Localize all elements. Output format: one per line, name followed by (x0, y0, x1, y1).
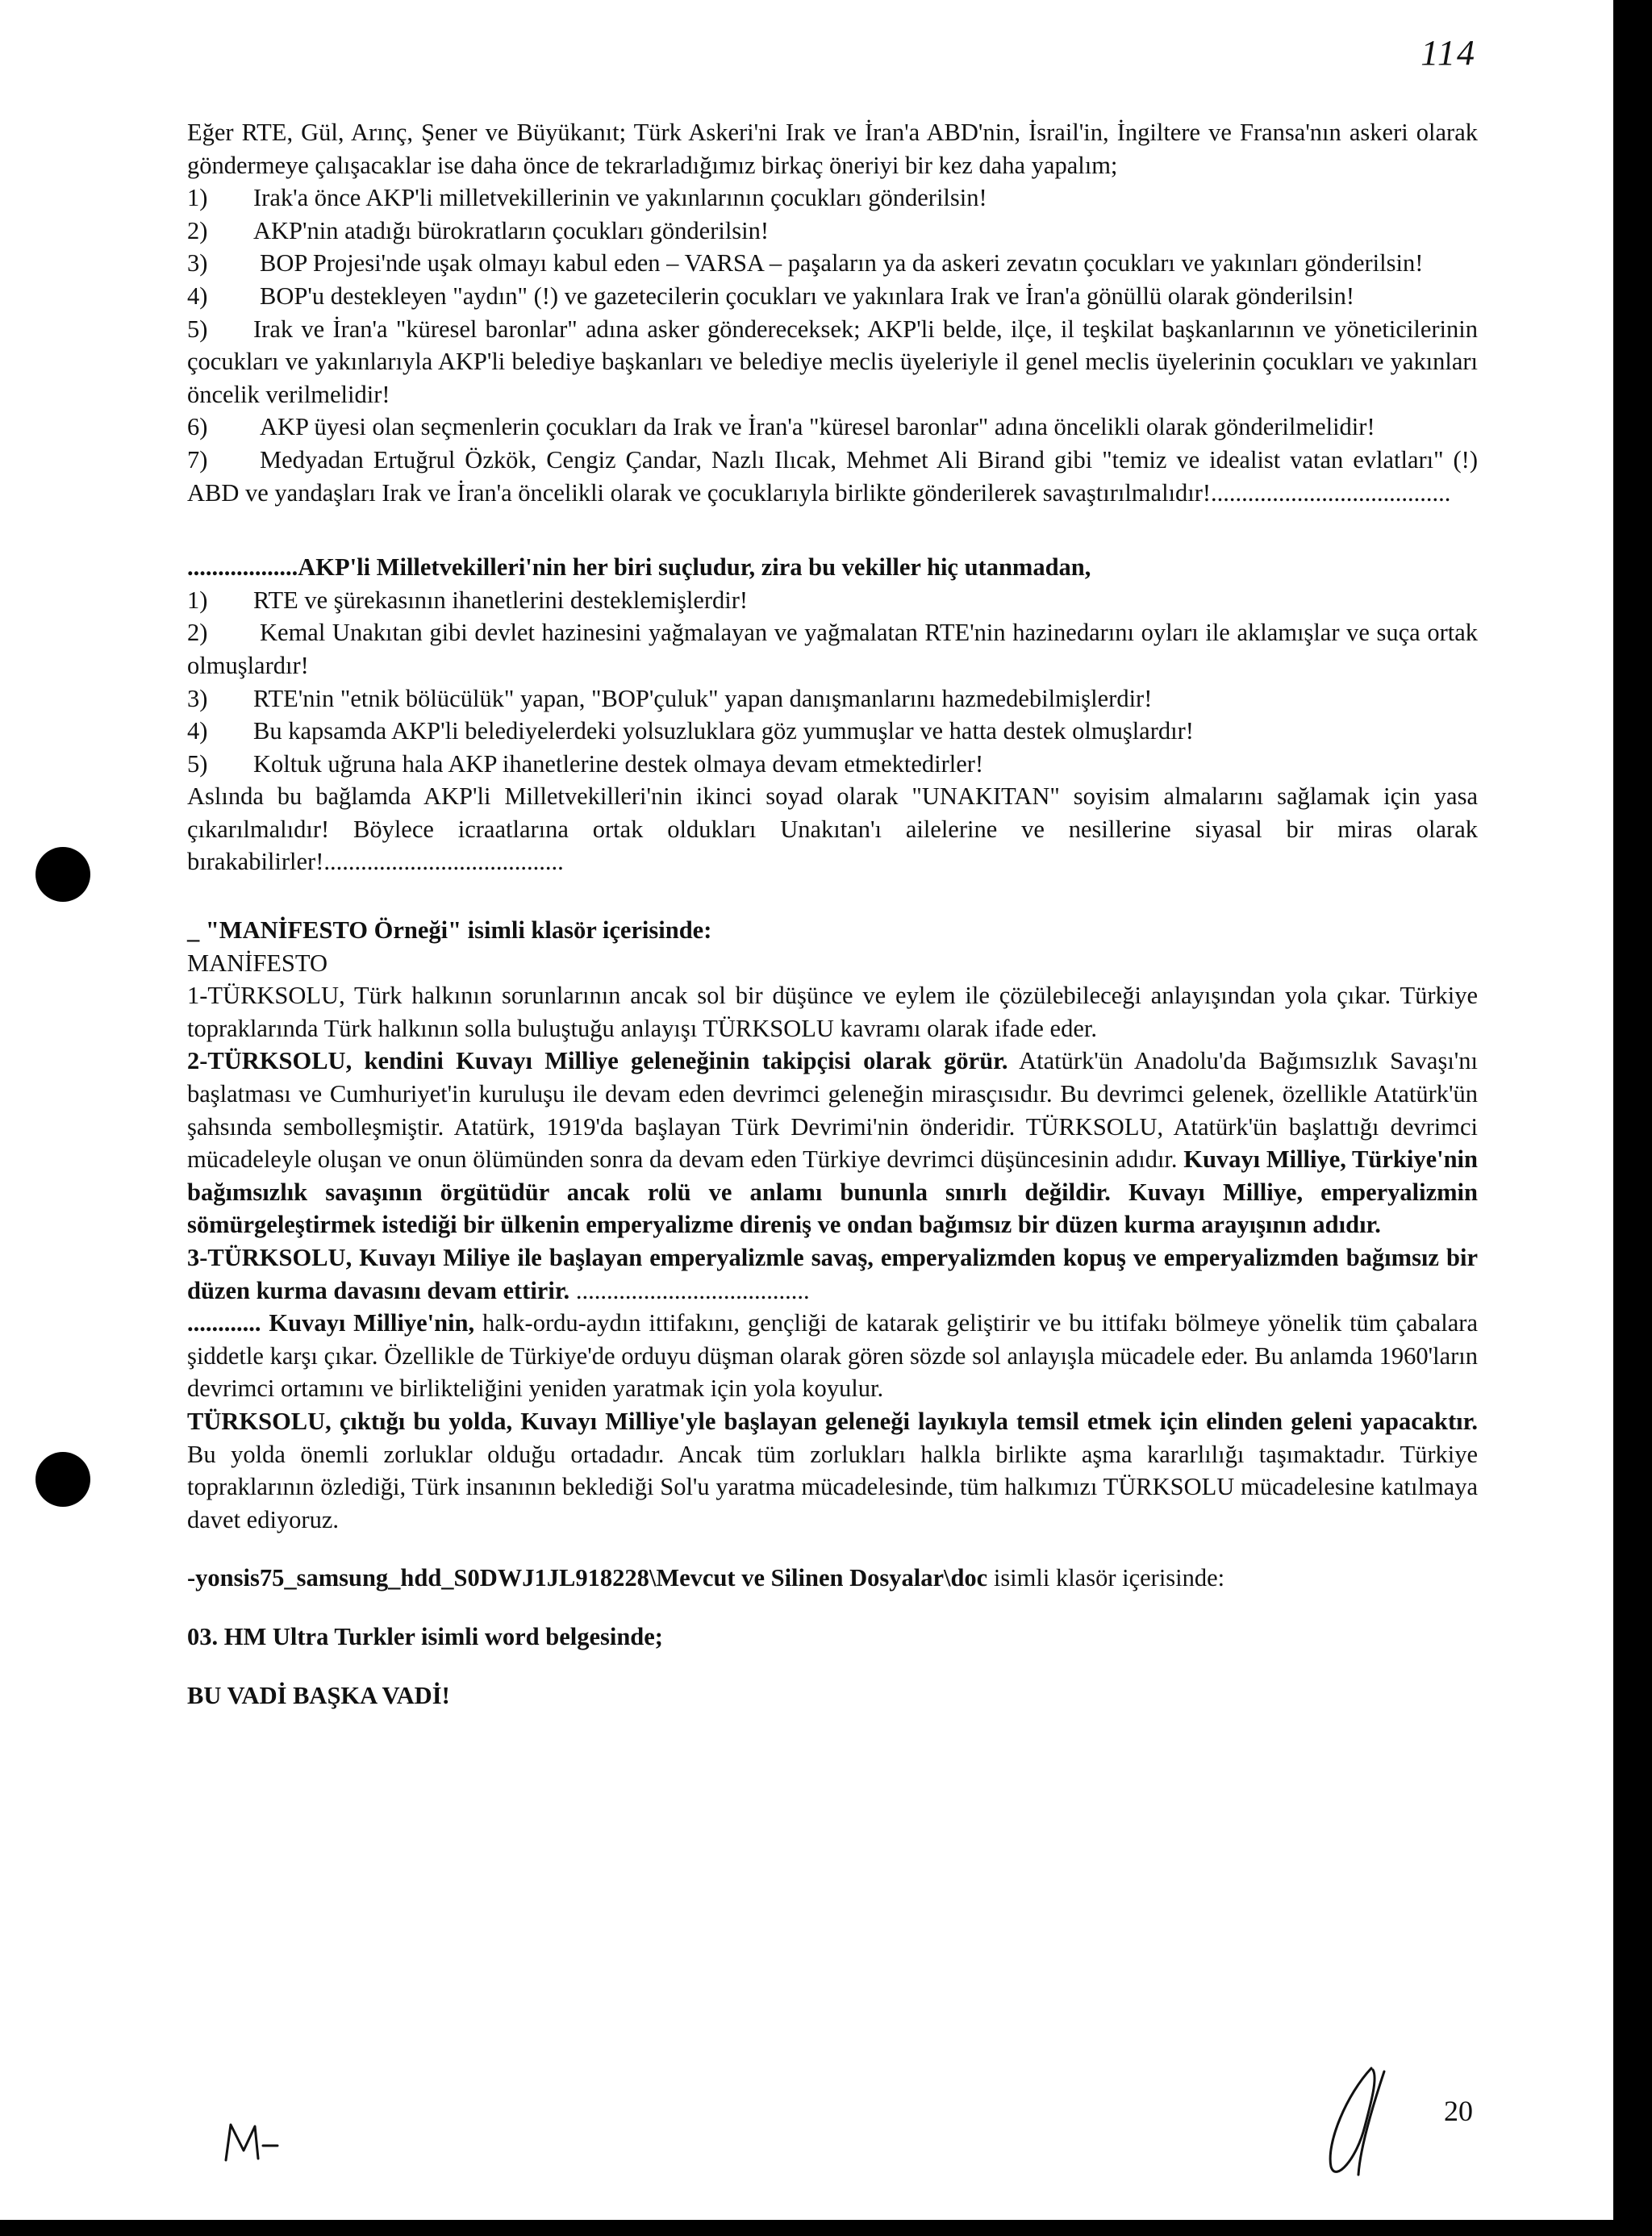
list-demands (187, 181, 1478, 509)
list-item: 4) Bu kapsamda AKP'li belediyelerdeki yolsuzluklara göz yummuşlar ve hatta destek olmuşlardır! (187, 717, 1194, 745)
document-body (187, 116, 1478, 1712)
manifesto-title: MANİFESTO (187, 949, 327, 977)
list-accusations (187, 584, 1478, 781)
list-item: 2) Kemal Unakıtan gibi devlet hazinesini yağmalayan ve yağmalatan RTE'nin hazinedarını oyları ile aklamışlar ve suça ortak olmuşlardır! (187, 619, 1478, 679)
initials-signature-left (219, 2113, 316, 2170)
manifesto-paragraph-3: 3-TÜRKSOLU, Kuvayı Miliye ile başlayan emperyalizmle savaş, emperyalizmden kopuş ve emperyalizmden bağımsız bir düzen kurma davasını devam ettirir. ...................................... (187, 1244, 1478, 1304)
manifesto-paragraph-4: ............ Kuvayı Milliye'nin, halk-ordu-aydın ittifakını, gençliği de katarak geliştirir ve bu ittifakı bölmeye yönelik tüm çabalara şiddetle karşı çıkar. Özellikle de Türkiye'de orduyu düşman olarak gören sözde sol anlayışla mücadele eder. Bu anlamda 1960'ların devrimci ortamını ve birlikteliğini yeniden yaratmak için yola koyulur. (187, 1309, 1478, 1403)
list-item: 7) Medyadan Ertuğrul Özkök, Cengiz Çandar, Nazlı Ilıcak, Mehmet Ali Birand gibi "temiz ve idealist vatan evlatları" (!) ABD ve yandaşları Irak ve İran'a öncelikli olarak ve çocuklarıyla birlikte gönderilerek savaştırılmalıdır!....................................... (187, 445, 1478, 507)
folder-path-line: -yonsis75_samsung_hdd_S0DWJ1JL918228\Mevcut ve Silinen Dosyalar\doc isimli klasör içerisinde: (187, 1564, 1225, 1592)
scan-edge-right (1613, 0, 1652, 2236)
section-closing-paragraph: Aslında bu bağlamda AKP'li Milletvekilleri'nin ikinci soyad olarak "UNAKITAN" soyisim almalarını sağlamak için yasa çıkarılmalıdır! Böylece icraatlarına ortak oldukları Unakıtan'ı ailelerine ve nesillerine siyasal bir miras olarak bırakabilirler!....................................... (187, 782, 1478, 876)
punch-hole-top (35, 847, 90, 902)
manifesto-paragraph-1: 1-TÜRKSOLU, Türk halkının sorunlarının ancak sol bir düşünce ve eylem ile çözülebileceği anlayışından yola çıkar. Türkiye topraklarında Türk halkının solla buluştuğu anlayışı TÜRKSOLU kavramı olarak ifade eder. (187, 982, 1478, 1042)
intro-paragraph: Eğer RTE, Gül, Arınç, Şener ve Büyükanıt; Türk Askeri'ni Irak ve İran'a ABD'nin, İsrail'in, İngiltere ve Fransa'nın askeri olarak göndermeye çalışacaklar ise daha önce de tekrarladığımız birkaç öneriyi bir kez daha yapalım; (187, 119, 1478, 179)
corner-page-mark: 114 (1420, 33, 1476, 73)
signature-right (1315, 2062, 1404, 2183)
manifesto-folder-heading: _ "MANİFESTO Örneği" isimli klasör içerisinde: (187, 916, 712, 945)
section-heading-akp: ..................AKP'li Milletvekilleri'nin her biri suçludur, zira bu vekiller hiç utanmadan, (187, 553, 1091, 582)
list-item: 6) AKP üyesi olan seçmenlerin çocukları da Irak ve İran'a "küresel baronlar" adına öncelikli olarak gönderilmelidir! (187, 413, 1375, 441)
list-item: 1) RTE ve şürekasının ihanetlerini desteklemişlerdir! (187, 586, 749, 614)
page-number: 20 (1444, 2095, 1473, 2127)
list-item: 5) Koltuk uğruna hala AKP ihanetlerine destek olmaya devam etmektedirler! (187, 749, 984, 778)
list-item: 4) BOP'u destekleyen "aydın" (!) ve gazetecilerin çocukları ve yakınlara Irak ve İran'a gönüllü olarak gönderilsin! (187, 282, 1355, 310)
list-item: 5) Irak ve İran'a "küresel baronlar" adına asker göndereceksek; AKP'li belde, ilçe, il teşkilat başkanlarının ve yöneticilerinin çocukları ve yakınlarıyla AKP'li belediye başkanları ve belediye meclis üyeleriyle il genel meclis üyelerinin çocukları ve yakınları öncelik verilmelidir! (187, 315, 1478, 408)
list-item: 2) AKP'nin atadığı bürokratların çocukları gönderilsin! (187, 216, 770, 244)
punch-hole-bottom (35, 1452, 90, 1507)
word-document-line: 03. HM Ultra Turkler isimli word belgesinde; (187, 1622, 663, 1650)
scan-edge-bottom (0, 2220, 1652, 2236)
manifesto-paragraph-5: TÜRKSOLU, çıktığı bu yolda, Kuvayı Milliye'yle başlayan geleneği layıkıyla temsil etmek için elinden geleni yapacaktır. Bu yolda önemli zorluklar olduğu ortadadır. Ancak tüm zorlukları halkla birlikte aşma kararlılığı taşımaktadır. Türkiye topraklarının özlediği, Türk insanının beklediği Sol'u yaratma mücadelesinde, tüm halkımızı TÜRKSOLU mücadelesine katılmaya davet ediyoruz. (187, 1407, 1478, 1533)
manifesto-paragraph-2: 2-TÜRKSOLU, kendini Kuvayı Milliye geleneğinin takipçisi olarak görür. Atatürk'ün Anadolu'da Bağımsızlık Savaşı'nı başlatması ve Cumhuriyet'in kuruluşu ile devam eden devrimci geleneğin mirasçısıdır. Bu devrimci gelenek, özellikle Atatürk'ün şahsında sembolleşmiştir. Atatürk, 1919'da başlayan Türk Devrimi'nin önderidir. TÜRKSOLU, Atatürk'ün başlattığı devrimci mücadeleyle oluşan ve onun ölümünden sonra da devam eden Türkiye devrimci düşüncesinin adıdır. Kuvayı Milliye, Türkiye'nin bağımsızlık savaşının örgütüdür ancak rolü ve anlamı bununla sınırlı değildir. Kuvayı Milliye, emperyalizmin sömürgeleştirmek istediği bir ülkenin emperyalizme direniş ve ondan bağımsız bir düzen kurma arayışının adıdır. (187, 1047, 1479, 1239)
list-item: 1) Irak'a önce AKP'li milletvekillerinin ve yakınlarının çocukları gönderilsin! (187, 184, 987, 212)
final-heading: BU VADİ BAŞKA VADİ! (187, 1681, 450, 1709)
list-item: 3) RTE'nin "etnik bölücülük" yapan, "BOP'çuluk" yapan danışmanlarını hazmedebilmişlerdir! (187, 684, 1153, 712)
list-item: 3) BOP Projesi'nde uşak olmayı kabul eden – VARSA – paşaların ya da askeri zevatın çocukları ve yakınları gönderilsin! (187, 249, 1424, 277)
